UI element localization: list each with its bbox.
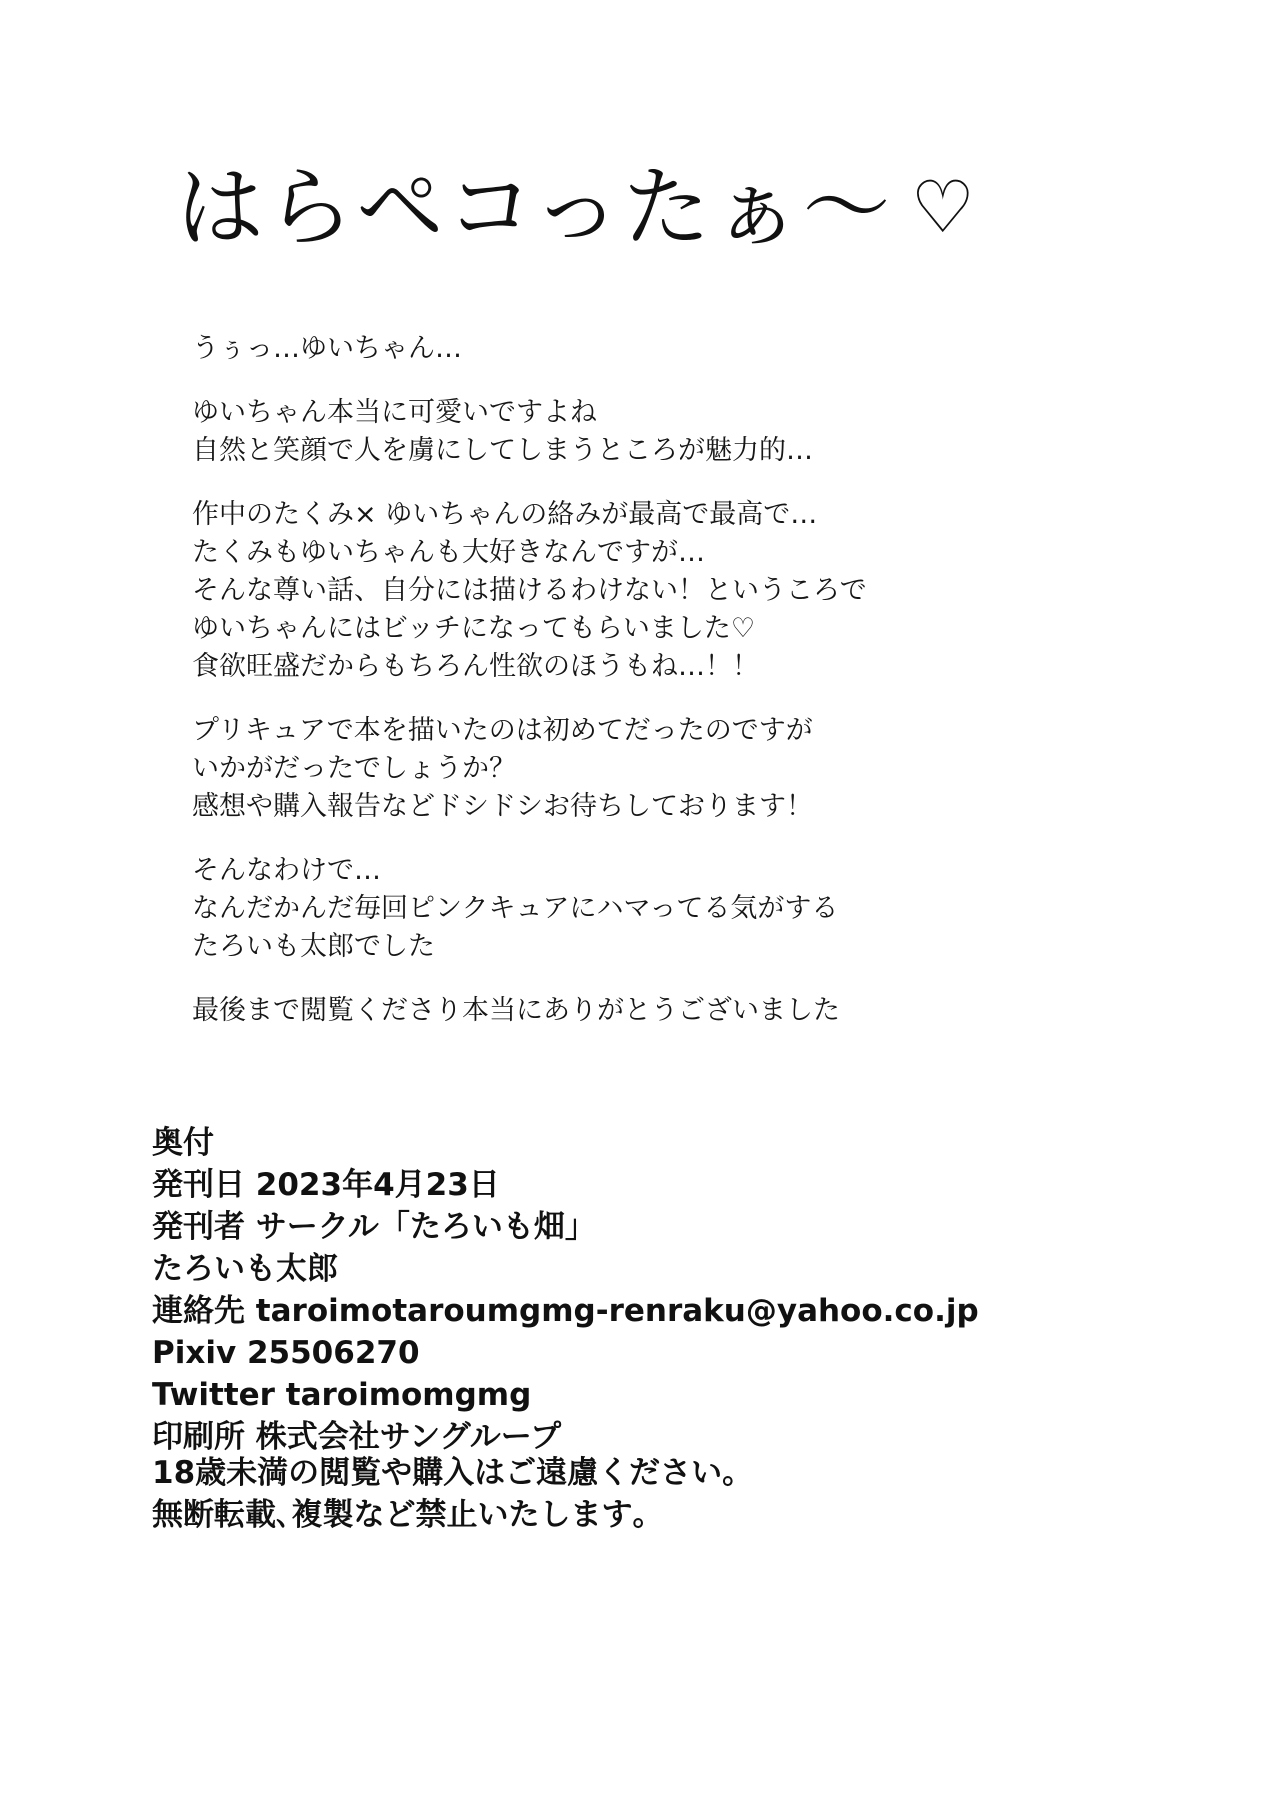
legal-notice [152, 1452, 1152, 1536]
afterword-line: 感想や購入報告などドシドシお待ちしております！ [192, 791, 813, 822]
colophon-heading: 奥付 [152, 1125, 214, 1161]
colophon [152, 1122, 1152, 1458]
page-title [176, 156, 978, 259]
colophon-contact: 連絡先 taroimotaroumgmg-renraku@yahoo.co.jp [152, 1293, 979, 1329]
afterword-paragraph [192, 394, 1092, 470]
colophon-printer: 印刷所 株式会社サングループ [152, 1419, 562, 1455]
afterword-line: 自然と笑顔で人を虜にしてしまうところが魅力的… [192, 435, 813, 466]
age-restriction-notice: 18歳未満の閲覧や購入はご遠慮ください。 [152, 1455, 754, 1491]
colophon-author: たろいも太郎 [152, 1251, 338, 1287]
reproduction-notice: 無断転載､複製など禁止いたします｡ [152, 1497, 648, 1533]
afterword-line: なんだかんだ毎回ピンクキュアにハマってる気がする [192, 893, 839, 924]
afterword-line: 食欲旺盛だからもちろん性欲のほうもね…！！ [192, 651, 759, 682]
afterword-paragraph [192, 992, 1092, 1030]
afterword-line: たろいも太郎でした [192, 931, 435, 962]
heart-icon: ♡ [910, 165, 978, 249]
afterword-line: そんな尊い話、自分には描けるわけない！というころで [192, 575, 867, 606]
afterword-line: うぅっ…ゆいちゃん… [192, 333, 462, 364]
afterword-line: ゆいちゃん本当に可愛いですよね [192, 397, 597, 428]
afterword-line: ゆいちゃんにはビッチになってもらいました♡ [192, 613, 756, 644]
colophon-pixiv: Pixiv 25506270 [152, 1335, 420, 1371]
afterword-line: そんなわけで… [192, 855, 381, 886]
colophon-publish-date: 発刊日 2023年4月23日 [152, 1167, 500, 1203]
afterword-paragraph [192, 496, 1092, 686]
page-title-text: はらペコったぁ～ [176, 156, 893, 259]
colophon-publisher: 発刊者 サークル「たろいも畑」 [152, 1209, 596, 1245]
afterword-paragraph [192, 330, 1092, 368]
afterword-body [192, 330, 1092, 1030]
afterword-line: プリキュアで本を描いたのは初めてだったのですが [192, 715, 813, 746]
afterword-line: たくみもゆいちゃんも大好きなんですが… [192, 537, 705, 568]
afterword-line: 作中のたくみ× ゆいちゃんの絡みが最高で最高で… [192, 499, 818, 530]
afterword-paragraph [192, 712, 1092, 826]
afterword-line: いかがだったでしょうか？ [192, 753, 516, 784]
afterword-paragraph [192, 852, 1092, 966]
afterword-line: 最後まで閲覧くださり本当にありがとうございました [192, 995, 840, 1026]
colophon-twitter: Twitter taroimomgmg [152, 1377, 532, 1413]
